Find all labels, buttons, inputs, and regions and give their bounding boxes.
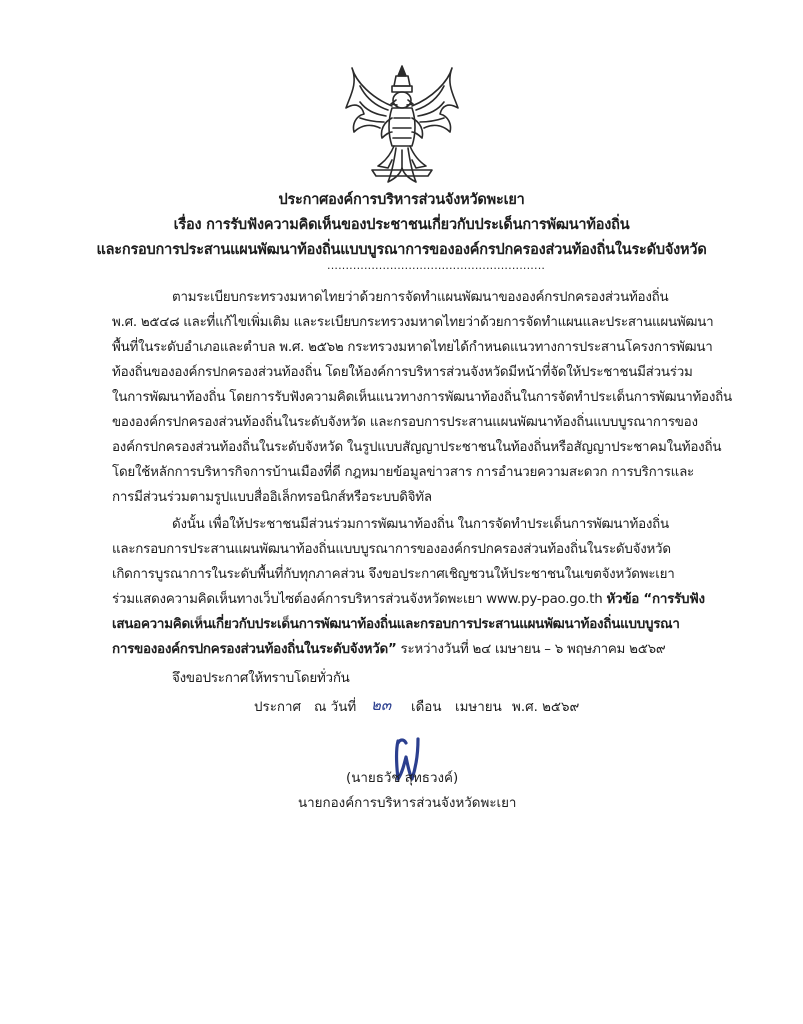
handwritten-day (369, 693, 399, 717)
paragraph-1-line: พ.ศ. ๒๕๔๘ และที่แก้ไขเพิ่มเติม และระเบียบกระทรวงมหาดไทยว่าด้วยการจัดทำแผนและประสานแผนพัฒนา (112, 315, 714, 330)
paragraph-1-line: องค์กรปกครองส่วนท้องถิ่นในระดับจังหวัด ในรูปแบบสัญญาประชาชนในท้องถิ่นหรือสัญญาประชาคมในท้องถิ่น (112, 440, 722, 455)
date-label: ณ วันที่ (314, 700, 357, 715)
paragraph-2-line: เกิดการบูรณาการในระดับพื้นที่กับทุกภาคส่วน จึงขอประกาศเชิญชวนให้ประชาชนในเขตจังหวัดพะเยา (112, 567, 675, 582)
paragraph-1-line: ตามระเบียบกระทรวงมหาดไทยว่าด้วยการจัดทำแผนพัฒนาขององค์กรปกครองส่วนท้องถิ่น (172, 290, 669, 305)
signatory-name: (นายธวัช สุทธวงค์) (346, 771, 459, 786)
month-label: เดือน (411, 700, 442, 715)
paragraph-2-line: และกรอบการประสานแผนพัฒนาท้องถิ่นแบบบูรณาการขององค์กรปกครองส่วนท้องถิ่นในระดับจังหวัด (112, 542, 671, 557)
svg-text:๒๓: ๒๓ (371, 696, 392, 714)
garuda-emblem-icon (342, 62, 462, 188)
paragraph-2-line: ดังนั้น เพื่อให้ประชาชนมีส่วนร่วมการพัฒนาท้องถิ่น ในการจัดทำประเด็นการพัฒนาท้องถิ่น (172, 517, 669, 532)
topic-title-end: การขององค์กรปกครองส่วนท้องถิ่นในระดับจังหวัด” (112, 642, 397, 657)
website-sentence: ร่วมแสดงความคิดเห็นทางเว็บไซต์องค์การบริหารส่วนจังหวัดพะเยา www.py-pao.go.th (112, 592, 607, 607)
announcement-subject: เรื่อง การรับฟังความคิดเห็นของประชาชนเกี่ยวกับประเด็นการพัฒนาท้องถิ่น (173, 217, 630, 233)
paragraph-1-line: พื้นที่ในระดับอำเภอและตำบล พ.ศ. ๒๕๖๒ กระทรวงมหาดไทยได้กำหนดแนวทางการประสานโครงการพัฒนา (112, 340, 713, 355)
paragraph-1-line: ท้องถิ่นขององค์กรปกครองส่วนท้องถิ่น โดยให้องค์การบริหารส่วนจังหวัดมีหน้าที่จัดให้ประชาชนมีส่วนร่วม (112, 365, 693, 380)
announcement-subject-continued: และกรอบการประสานแผนพัฒนาท้องถิ่นแบบบูรณาการขององค์กรปกครองส่วนท้องถิ่นในระดับจังหวัด (96, 242, 707, 258)
announcement-title: ประกาศองค์การบริหารส่วนจังหวัดพะเยา (278, 192, 525, 208)
paragraph-2-line (112, 638, 712, 662)
paragraph-1-line: การมีส่วนร่วมตามรูปแบบสื่ออิเล็กทรอนิกส์หรือระบบดิจิทัล (112, 490, 432, 505)
topic-heading: หัวข้อ “การรับฟัง (606, 592, 705, 607)
year-value: พ.ศ. ๒๕๖๙ (512, 700, 580, 715)
announced-label: ประกาศ (254, 700, 302, 715)
paragraph-1-line: โดยใช้หลักการบริหารกิจการบ้านเมืองที่ดี กฎหมายข้อมูลข่าวสาร การอำนวยความสะดวก การบริการและ (112, 465, 694, 480)
paragraph-1-line: ขององค์กรปกครองส่วนท้องถิ่นในระดับจังหวัด และกรอบการประสานแผนพัฒนาท้องถิ่นแบบบูรณาการของ (112, 415, 698, 430)
paragraph-2-line (112, 588, 712, 612)
signatory-position: นายกองค์การบริหารส่วนจังหวัดพะเยา (298, 796, 517, 811)
month-value: เมษายน (455, 700, 502, 715)
paragraph-1-line: ในการพัฒนาท้องถิ่น โดยการรับฟังความคิดเห็นแนวทางการพัฒนาท้องถิ่นในการจัดทำประเด็นการพัฒนาท้องถิ่น (112, 390, 732, 405)
header-separator: ........................................................... (327, 259, 546, 272)
closing-statement: จึงขอประกาศให้ทราบโดยทั่วกัน (172, 671, 350, 686)
period-dates: ระหว่างวันที่ ๒๔ เมษายน – ๖ พฤษภาคม ๒๕๖๙ (396, 642, 666, 657)
topic-title-line: เสนอความคิดเห็นเกี่ยวกับประเด็นการพัฒนาท้องถิ่นและกรอบการประสานแผนพัฒนาท้องถิ่นแบบบูรณา (112, 617, 680, 632)
